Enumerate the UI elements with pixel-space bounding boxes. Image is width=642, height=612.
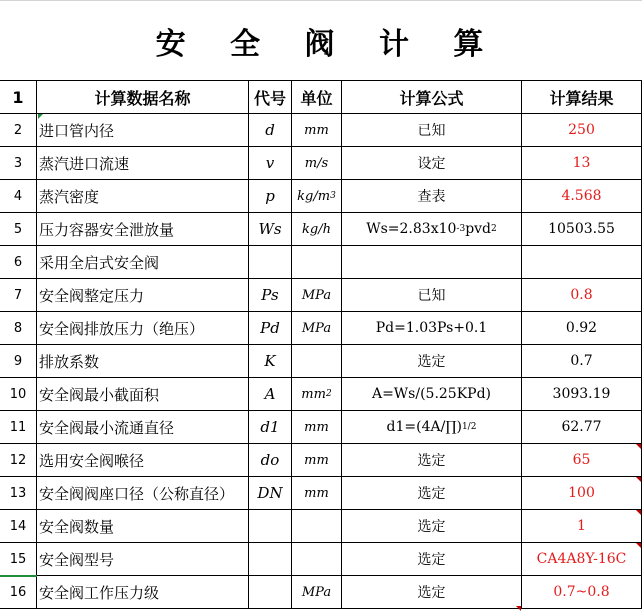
table-row <box>0 444 642 477</box>
table-row <box>0 147 642 180</box>
cell-unit[interactable] <box>292 213 342 246</box>
cell-formula[interactable] <box>342 180 522 213</box>
cell-formula[interactable] <box>342 246 522 279</box>
formula-tail: pvd <box>465 221 492 237</box>
cell-unit[interactable]: kg/m 3 <box>292 180 342 213</box>
cell-unit[interactable] <box>292 411 342 444</box>
unit-text: MPa <box>301 287 332 303</box>
unit-text: mm <box>304 452 329 468</box>
row-number[interactable]: 5 <box>0 213 37 246</box>
cell-name[interactable]: 安全阀整定压力 <box>37 279 249 312</box>
unit-text: mm <box>304 419 329 435</box>
cell-name[interactable]: 蒸汽进口流速 <box>37 147 249 180</box>
header-unit[interactable]: 单位 <box>292 81 342 114</box>
header-row <box>0 81 642 114</box>
cell-unit[interactable] <box>292 543 342 576</box>
cell-code[interactable]: do <box>249 444 292 477</box>
header-result[interactable]: 计算结果 <box>522 81 642 114</box>
cell-formula[interactable] <box>342 576 522 609</box>
cell-formula[interactable] <box>342 279 522 312</box>
cell-result[interactable] <box>522 246 642 279</box>
comment-marker <box>636 444 641 449</box>
cell-name[interactable]: 安全阀阀座口径（公称直径） <box>37 477 249 510</box>
cell-code[interactable]: p <box>249 180 292 213</box>
cell-name[interactable]: 安全阀数量 <box>37 510 249 543</box>
row-number[interactable]: 3 <box>0 147 37 180</box>
row-number[interactable]: 13 <box>0 477 37 510</box>
cell-result[interactable]: 1 <box>522 510 642 543</box>
cell-result[interactable]: 65 <box>522 444 642 477</box>
row-number[interactable]: 2 <box>0 114 37 147</box>
formula-text: d1=(4A/∏) <box>386 419 462 435</box>
unit-text: kg/m <box>297 188 331 204</box>
unit-text: kg/h <box>302 221 331 237</box>
table-row <box>0 576 642 609</box>
row-number[interactable]: 11 <box>0 411 37 444</box>
row-number[interactable]: 9 <box>0 345 37 378</box>
table-row <box>0 312 642 345</box>
formula-text: 已知 <box>417 288 446 304</box>
table-row <box>0 246 642 279</box>
cell-result[interactable]: 0.7 <box>522 345 642 378</box>
row-number[interactable]: 12 <box>0 444 37 477</box>
cell-name[interactable]: 安全阀工作压力级 <box>37 576 249 609</box>
table-row <box>0 213 642 246</box>
formula-text: 设定 <box>417 156 446 172</box>
formula-text: 选定 <box>417 552 446 568</box>
cell-formula[interactable]: d1=(4A/∏) 1/2 <box>342 411 522 444</box>
cell-unit[interactable] <box>292 444 342 477</box>
cell-result[interactable]: 100 <box>522 477 642 510</box>
formula-text: 选定 <box>417 585 446 601</box>
unit-text: m/s <box>304 155 329 171</box>
cell-code[interactable]: Pd <box>249 312 292 345</box>
cell-code[interactable]: K <box>249 345 292 378</box>
cell-code[interactable]: v <box>249 147 292 180</box>
formula-text: Ws=2.83x10 <box>366 221 457 237</box>
table-row <box>0 510 642 543</box>
comment-marker <box>636 477 641 482</box>
unit-text: mm <box>301 386 326 402</box>
cell-result[interactable]: 3093.19 <box>522 378 642 411</box>
cell-code[interactable]: A <box>249 378 292 411</box>
row-number[interactable]: 14 <box>0 510 37 543</box>
cell-name[interactable]: 选用安全阀喉径 <box>37 444 249 477</box>
header-name[interactable]: 计算数据名称 <box>37 81 249 114</box>
cell-unit[interactable] <box>292 246 342 279</box>
cell-code[interactable] <box>249 510 292 543</box>
cell-unit[interactable] <box>292 477 342 510</box>
formula-text: 选定 <box>417 354 446 370</box>
cell-name[interactable]: 压力容器安全泄放量 <box>37 213 249 246</box>
cell-code[interactable] <box>249 576 292 609</box>
header-code[interactable]: 代号 <box>249 81 292 114</box>
cell-name[interactable]: 排放系数 <box>37 345 249 378</box>
cell-unit[interactable] <box>292 279 342 312</box>
cell-code[interactable]: d1 <box>249 411 292 444</box>
cell-code[interactable]: Ps <box>249 279 292 312</box>
cell-result[interactable]: 10503.55 <box>522 213 642 246</box>
title-cell[interactable] <box>0 0 642 81</box>
cell-unit[interactable] <box>292 312 342 345</box>
cell-unit[interactable] <box>292 345 342 378</box>
cell-name[interactable]: 安全阀排放压力（绝压） <box>37 312 249 345</box>
cell-note-marker <box>38 114 43 119</box>
row-number[interactable]: 16 <box>0 576 37 609</box>
cell-name[interactable]: 采用全启式安全阀 <box>37 246 249 279</box>
cell-result[interactable]: 0.8 <box>522 279 642 312</box>
table-row <box>0 279 642 312</box>
cell-unit[interactable] <box>292 114 342 147</box>
cell-formula[interactable] <box>342 378 522 411</box>
formula-text: 选定 <box>417 519 446 535</box>
selected-row-indicator <box>0 544 37 577</box>
table-row <box>0 543 642 576</box>
cell-unit[interactable] <box>292 510 342 543</box>
comment-marker <box>636 510 641 515</box>
unit-text: MPa <box>301 584 332 600</box>
cell-unit[interactable] <box>292 147 342 180</box>
formula-text: 已知 <box>417 123 446 139</box>
table-row <box>0 345 642 378</box>
formula-text: A=Ws/(5.25KPd) <box>371 386 492 402</box>
formula-text: 选定 <box>417 453 446 469</box>
row-number[interactable]: 8 <box>0 312 37 345</box>
comment-marker <box>516 606 521 611</box>
cell-formula[interactable] <box>342 147 522 180</box>
row-number[interactable]: 15 <box>0 543 37 576</box>
cell-formula[interactable] <box>342 345 522 378</box>
sheet-title: 安 全 阀 计 算 <box>155 26 501 62</box>
cell-code[interactable]: DN <box>249 477 292 510</box>
header-formula[interactable]: 计算公式 <box>342 81 522 114</box>
cell-unit[interactable] <box>292 576 342 609</box>
table-row <box>0 411 642 444</box>
cell-code[interactable] <box>249 246 292 279</box>
table-row <box>0 378 642 411</box>
cell-code[interactable]: d <box>249 114 292 147</box>
cell-code[interactable]: Ws <box>249 213 292 246</box>
cell-formula[interactable] <box>342 114 522 147</box>
cell-result[interactable]: 0.92 <box>522 312 642 345</box>
cell-name[interactable]: 进口管内径 <box>37 114 249 147</box>
formula-text: 选定 <box>417 486 446 502</box>
unit-text: mm <box>304 485 329 501</box>
cell-result[interactable]: 62.77 <box>522 411 642 444</box>
cell-code[interactable] <box>249 543 292 576</box>
row-number[interactable]: 4 <box>0 180 37 213</box>
cell-name[interactable]: 安全阀型号 <box>37 543 249 576</box>
formula-text: 查表 <box>417 189 446 205</box>
row-number[interactable]: 6 <box>0 246 37 279</box>
cell-formula[interactable] <box>342 312 522 345</box>
cell-result[interactable]: 0.7~0.8 <box>522 576 642 609</box>
cell-unit[interactable]: mm 2 <box>292 378 342 411</box>
cell-formula[interactable] <box>342 543 522 576</box>
unit-text: MPa <box>301 320 332 336</box>
cell-result[interactable]: CA4A8Y-16C <box>522 543 642 576</box>
formula-text: Pd=1.03Ps+0.1 <box>375 320 488 336</box>
row-number[interactable]: 1 <box>0 81 37 114</box>
table-row <box>0 477 642 510</box>
table-row <box>0 114 642 147</box>
row-number[interactable]: 10 <box>0 378 37 411</box>
cell-formula[interactable] <box>342 444 522 477</box>
cell-name[interactable]: 安全阀最小截面积 <box>37 378 249 411</box>
cell-result[interactable]: 13 <box>522 147 642 180</box>
cell-formula[interactable]: Ws=2.83x10 -3 pvd 2 <box>342 213 522 246</box>
cell-name[interactable]: 蒸汽密度 <box>37 180 249 213</box>
table-row <box>0 180 642 213</box>
cell-result[interactable]: 4.568 <box>522 180 642 213</box>
cell-name[interactable]: 安全阀最小流通直径 <box>37 411 249 444</box>
cell-formula[interactable] <box>342 510 522 543</box>
row-number[interactable]: 7 <box>0 279 37 312</box>
cell-formula[interactable] <box>342 477 522 510</box>
unit-text: mm <box>304 122 329 138</box>
cell-result[interactable]: 250 <box>522 114 642 147</box>
comment-marker <box>636 543 641 548</box>
